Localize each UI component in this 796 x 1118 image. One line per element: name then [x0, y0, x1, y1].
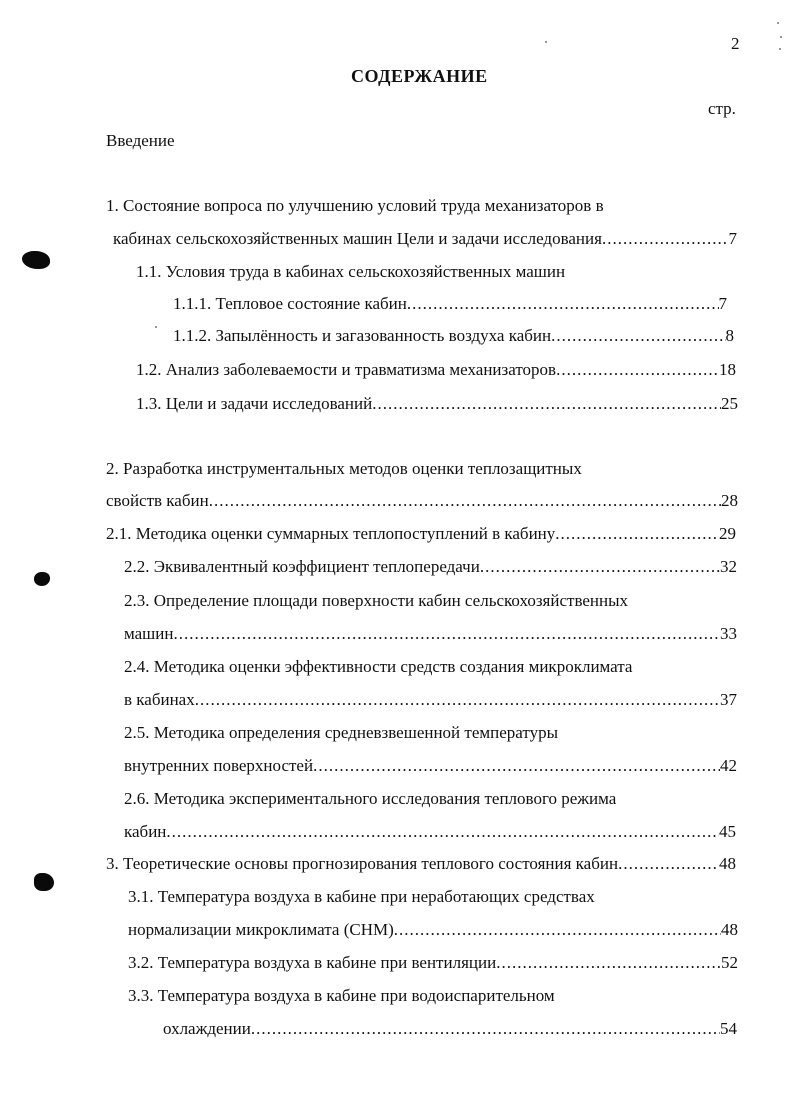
- dot-leader: [372, 394, 721, 414]
- toc-entry-3-2-page: 52: [721, 953, 738, 972]
- toc-entry-2-5-page: 42: [720, 756, 737, 775]
- dot-leader: [496, 953, 721, 973]
- toc-entry-1-2-page: 18: [719, 360, 736, 379]
- page-number: 2: [731, 34, 740, 53]
- toc-entry-1-2-text: 1.2. Анализ заболеваемости и травматизма механизаторов: [136, 360, 557, 379]
- toc-entry-2-3: [124, 624, 737, 644]
- toc-entry-2-6-line-2: кабин: [124, 822, 167, 841]
- toc-entry-2-1-page: 29: [719, 524, 736, 543]
- toc-entry-1-1: 1.1. Условия труда в кабинах сельскохозяйственных машин: [136, 262, 566, 281]
- toc-entry-2: [106, 491, 738, 511]
- dot-leader: [173, 624, 720, 644]
- toc-entry-1-3-text: 1.3. Цели и задачи исследований: [136, 394, 373, 413]
- toc-entry-3-1-line-2: нормализации микроклимата (СНМ): [128, 920, 394, 939]
- toc-entry-2-5-line-2: внутренних поверхностей: [124, 756, 314, 775]
- toc-entry-1-1-1: [173, 294, 727, 314]
- toc-entry-1-page: 7: [728, 229, 737, 248]
- dot-leader: [551, 326, 725, 346]
- toc-entry-3-1-page: 48: [721, 920, 738, 939]
- toc-entry-1-1-2-text: 1.1.2. Запылённость и загазованность воздуха кабин: [173, 326, 552, 345]
- dot-leader: [480, 557, 720, 577]
- scan-speck: [545, 41, 547, 43]
- toc-entry-3: [106, 854, 736, 874]
- toc-entry-2-1: [106, 524, 736, 544]
- toc-entry-2-5-line-1: 2.5. Методика определения средневзвешенной температуры: [124, 723, 559, 742]
- toc-entry-3-2: [128, 953, 738, 973]
- toc-entry-1-3: [136, 394, 738, 414]
- toc-entry-3-2-text: 3.2. Температура воздуха в кабине при вентиляции: [128, 953, 497, 972]
- toc-entry-3-3-line-2: охлаждении: [163, 1019, 251, 1038]
- toc-entry-1: [113, 229, 737, 249]
- page-column-label: стр.: [708, 99, 736, 118]
- toc-entry-2-4-line-1: 2.4. Методика оценки эффективности средств создания микроклимата: [124, 657, 633, 676]
- toc-entry-2-page: 28: [721, 491, 738, 510]
- toc-entry-2-2-text: 2.2. Эквивалентный коэффициент теплопередачи: [124, 557, 480, 576]
- toc-entry-3-3-page: 54: [720, 1019, 737, 1038]
- toc-entry-2-6-line-1: 2.6. Методика экспериментального исследования теплового режима: [124, 789, 617, 808]
- toc-entry-1-line-2: кабинах сельскохозяйственных машин Цели и задачи исследования: [113, 229, 602, 248]
- toc-entry-1-1-2-page: 8: [725, 326, 734, 345]
- ink-blot: [22, 251, 50, 269]
- scan-speck: [780, 36, 782, 38]
- toc-entry-3-1-line-1: 3.1. Температура воздуха в кабине при неработающих средствах: [128, 887, 595, 906]
- dot-leader: [195, 690, 720, 710]
- dot-leader: [602, 229, 729, 249]
- toc-entry-1-1-1-text: 1.1.1. Тепловое состояние кабин: [173, 294, 407, 313]
- toc-entry-2-1-text: 2.1. Методика оценки суммарных теплопоступлений в кабину: [106, 524, 556, 543]
- toc-entry-1-2: [136, 360, 736, 380]
- toc-entry-2-4: [124, 690, 737, 710]
- toc-entry-2-3-line-1: 2.3. Определение площади поверхности кабин сельскохозяйственных: [124, 591, 629, 610]
- scan-speck: [779, 48, 781, 50]
- toc-entry-2-line-1: 2. Разработка инструментальных методов оценки теплозащитных: [106, 459, 582, 478]
- toc-entry-3-3: [163, 1019, 737, 1039]
- toc-entry-3-3-line-1: 3.3. Температура воздуха в кабине при водоиспарительном: [128, 986, 555, 1005]
- dot-leader: [166, 822, 719, 842]
- dot-leader: [251, 1019, 720, 1039]
- toc-entry-1-1-1-page: 7: [718, 294, 727, 313]
- dot-leader: [556, 360, 719, 380]
- toc-entry-2-2-page: 32: [720, 557, 737, 576]
- toc-entry-2-line-2: свойств кабин: [106, 491, 209, 510]
- toc-entry-1-line-1: 1. Состояние вопроса по улучшению условий труда механизаторов в: [106, 196, 604, 215]
- toc-entry-3-1: [128, 920, 738, 940]
- dot-leader: [209, 491, 721, 511]
- dot-leader: [394, 920, 721, 940]
- toc-entry-2-6: [124, 822, 736, 842]
- toc-entry-1-3-page: 25: [721, 394, 738, 413]
- dot-leader: [618, 854, 719, 874]
- dot-leader: [313, 756, 720, 776]
- scan-speck: [155, 326, 157, 328]
- dot-leader: [407, 294, 719, 314]
- toc-entry-3-page: 48: [719, 854, 736, 873]
- toc-entry-3-text: 3. Теоретические основы прогнозирования теплового состояния кабин: [106, 854, 619, 873]
- toc-entry-2-3-page: 33: [720, 624, 737, 643]
- toc-intro: Введение: [106, 131, 175, 150]
- toc-entry-2-6-page: 45: [719, 822, 736, 841]
- scan-speck: [777, 22, 779, 24]
- dot-leader: [555, 524, 719, 544]
- toc-entry-2-5: [124, 756, 737, 776]
- toc-entry-2-4-line-2: в кабинах: [124, 690, 195, 709]
- toc-entry-1-1-2: [173, 326, 734, 346]
- toc-entry-2-3-line-2: машин: [124, 624, 174, 643]
- toc-entry-2-2: [124, 557, 737, 577]
- ink-blot: [34, 572, 50, 586]
- page-title: СОДЕРЖАНИЕ: [351, 66, 488, 86]
- toc-entry-2-4-page: 37: [720, 690, 737, 709]
- ink-blot: [34, 873, 54, 891]
